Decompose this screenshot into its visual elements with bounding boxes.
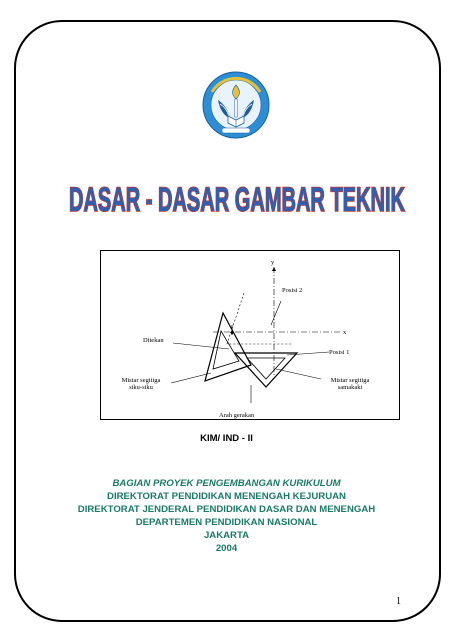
technical-figure: [100, 250, 400, 420]
mistar-siku-label: Mistar segitiga siku-siku: [121, 377, 161, 391]
document-title: [62, 175, 412, 225]
org-line-6: 2004: [215, 543, 238, 554]
org-line-2: DIREKTORAT PENDIDIKAN MENENGAH KEJURUAN: [107, 491, 346, 502]
arah-gerakan-label: Arah gerakan: [219, 412, 255, 419]
posisi-2-label: Posisi 2: [282, 287, 303, 294]
org-line-3: DIREKTORAT JENDERAL PENDIDIKAN DASAR DAN MENENGAH: [77, 504, 376, 515]
x-axis-label: x: [343, 329, 347, 336]
svg-text:DASAR - DASAR GAMBAR TEKNIK: DASAR - DASAR GAMBAR TEKNIK: [69, 181, 406, 219]
org-line-5: JAKARTA: [203, 530, 250, 541]
org-line-1: BAGIAN PROYEK PENGEMBANGAN KURIKULUM: [112, 478, 341, 489]
ditekan-label: Ditekan: [143, 337, 164, 344]
y-axis-label: y: [271, 259, 275, 266]
document-code: KIM/ IND - II: [200, 433, 253, 444]
posisi-1-label: Posisi 1: [329, 349, 350, 356]
tut-wuri-handayani-emblem: [198, 70, 274, 140]
page-number: 1: [396, 596, 401, 607]
org-line-4: DEPARTEMEN PENDIDIKAN NASIONAL: [135, 517, 318, 528]
mistar-samakaki-label: Mistar segitiga samakaki: [330, 377, 370, 391]
